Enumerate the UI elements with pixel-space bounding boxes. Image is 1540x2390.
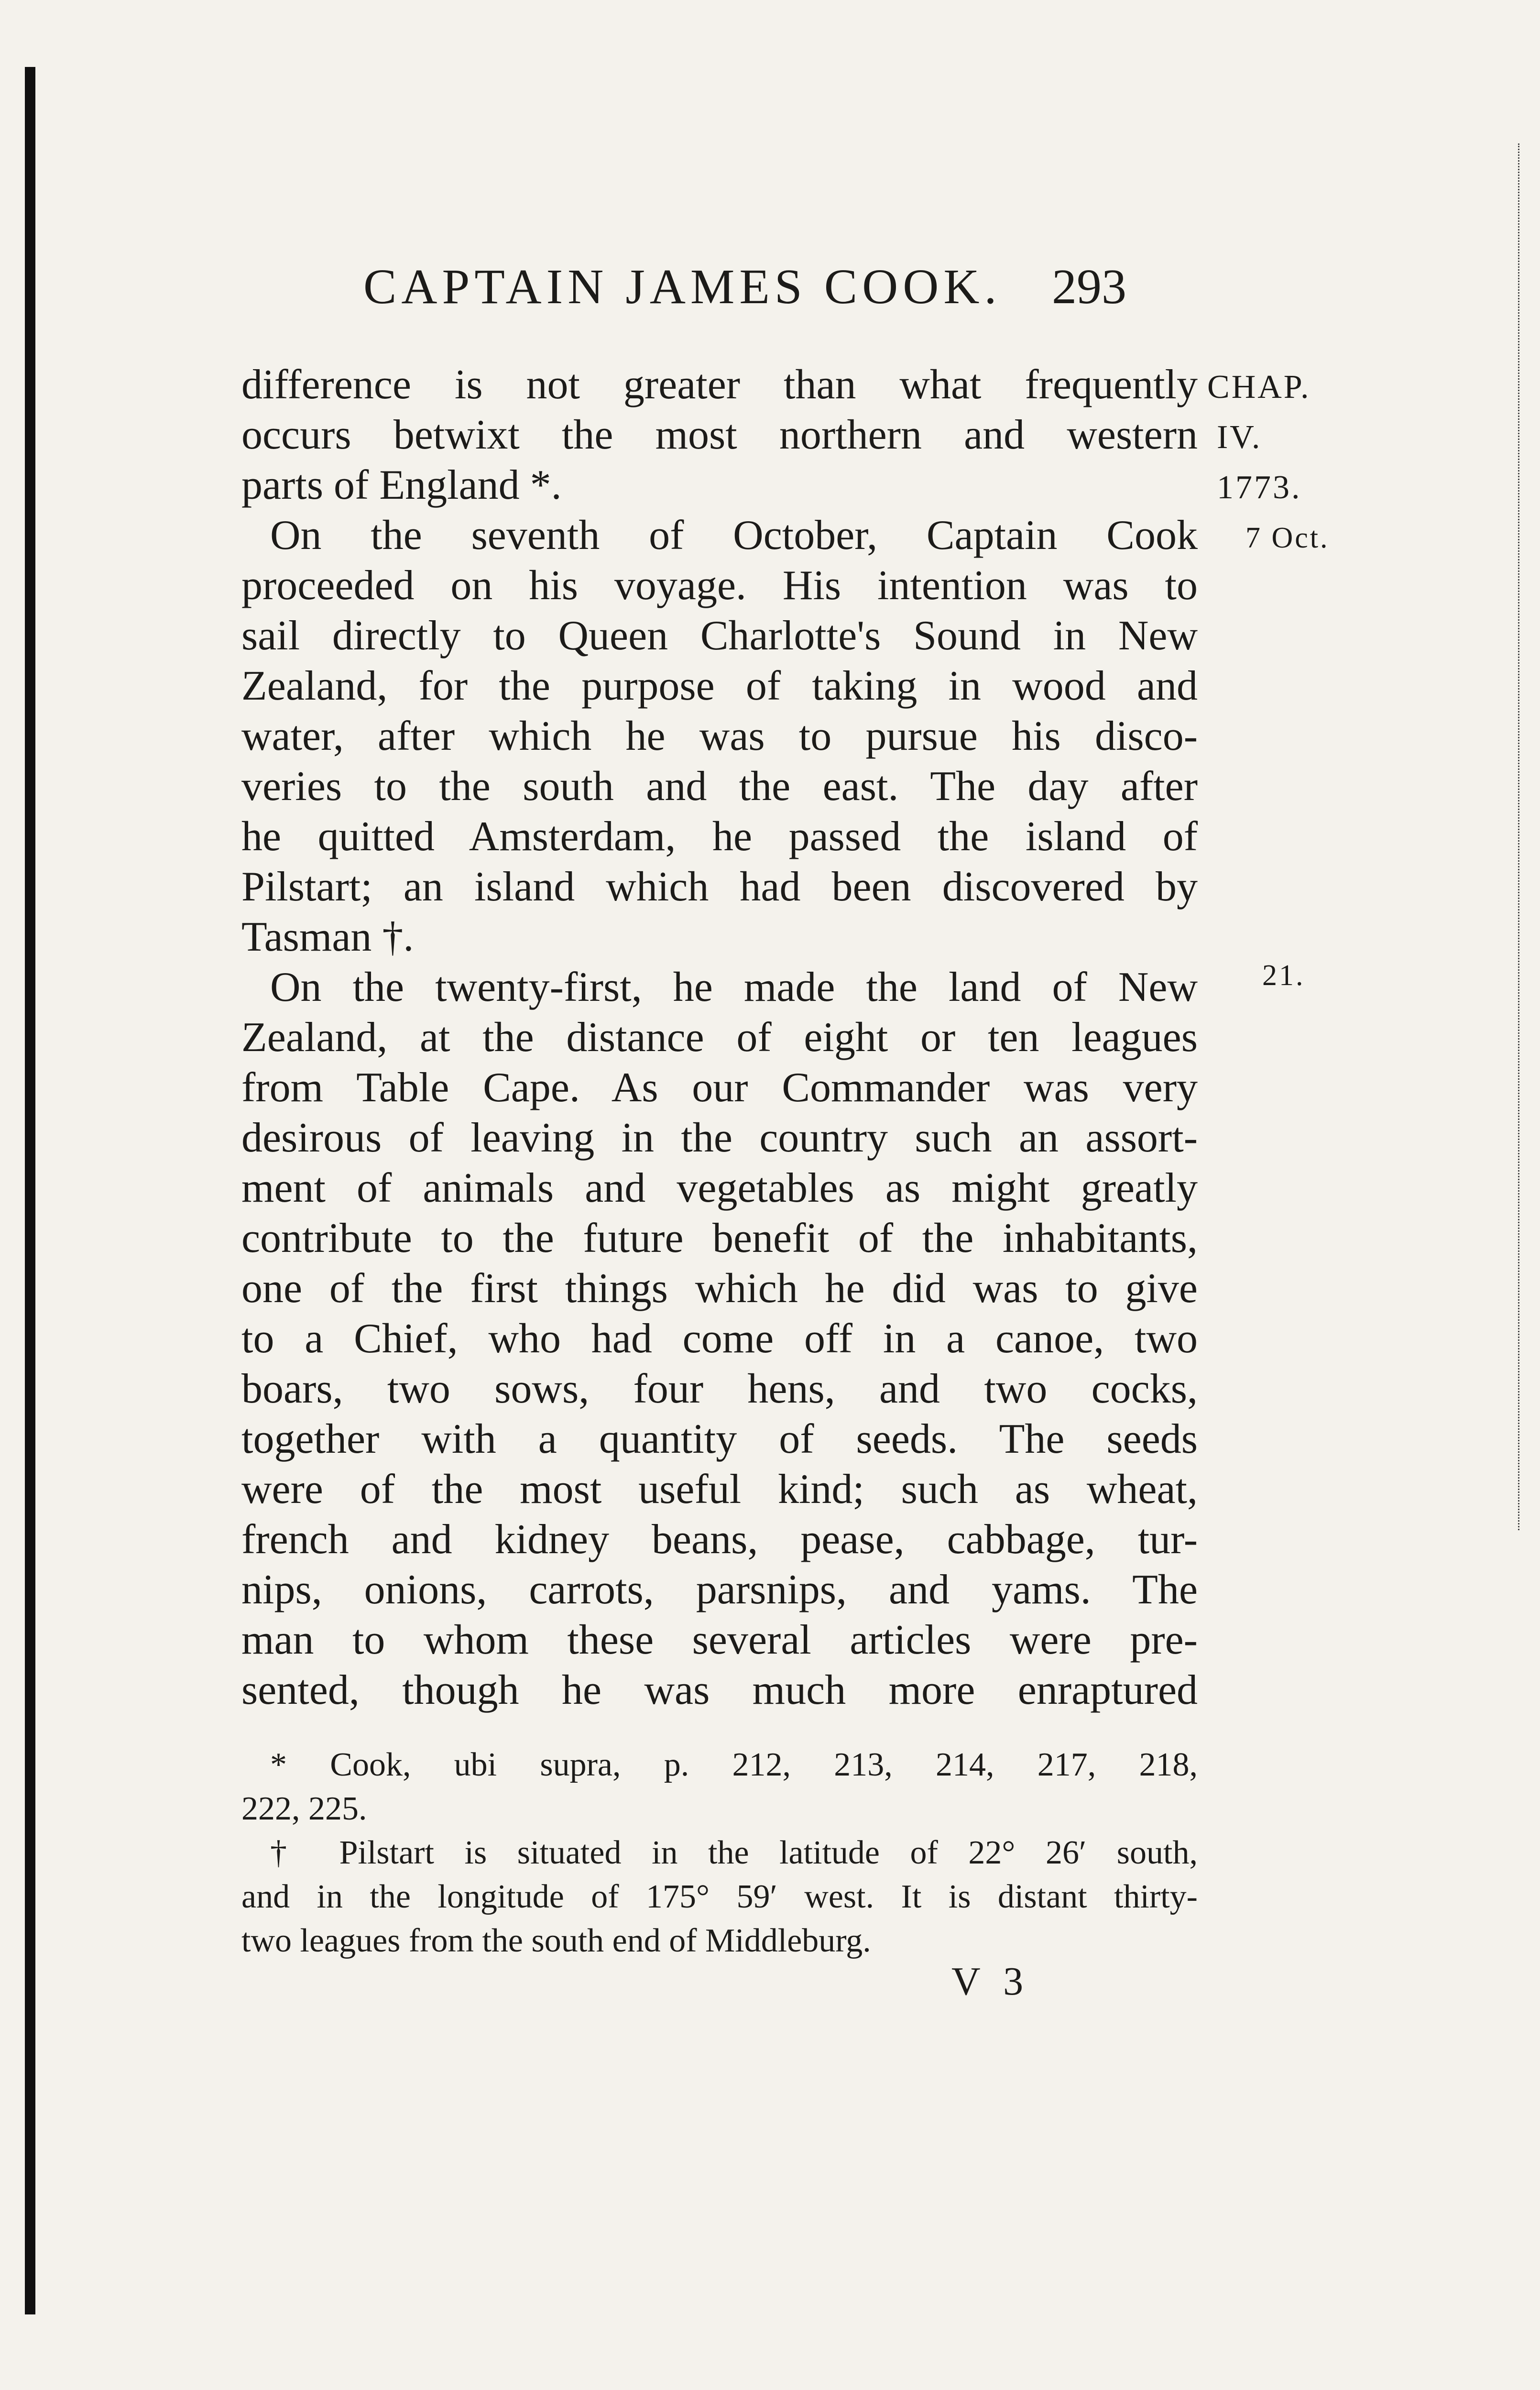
margin-note-date-21: 21. [1262,959,1305,992]
body-text [241,360,1198,1715]
text-line: Zealand, at the distance of eight or ten leagues [241,1014,1198,1061]
text-line: man to whom these several articles were pre- [241,1617,1198,1663]
text-line: veries to the south and the east. The day after [241,763,1198,810]
page-number: 293 [1052,259,1126,314]
footnote-2-line: † Pilstart is situated in the latitude of 22° 26′ south, [270,1834,1198,1871]
text-line: boars, two sows, four hens, and two cocks, [241,1366,1198,1412]
text-line: occurs betwixt the most northern and western [241,412,1198,458]
text-line: Tasman †. [241,914,414,960]
text-line: Pilstart; an island which had been discovered by [241,864,1198,910]
page-binding-edge [25,67,35,2314]
footnote-1-line: 222, 225. [241,1790,367,1827]
text-line: together with a quantity of seeds. The seeds [241,1416,1198,1462]
text-line: On the twenty-first, he made the land of New [270,964,1198,1010]
text-line: On the seventh of October, Captain Cook [270,512,1198,559]
text-line: to a Chief, who had come off in a canoe, two [241,1316,1198,1362]
text-line: french and kidney beans, pease, cabbage, tur- [241,1516,1198,1563]
signature-mark: V 3 [951,1959,1030,2004]
running-title: CAPTAIN JAMES COOK. [363,259,1002,314]
footnote-2-line: two leagues from the south end of Middleburg. [241,1922,871,1959]
text-line: nips, onions, carrots, parsnips, and yams. The [241,1567,1198,1613]
text-line: Zealand, for the purpose of taking in wood and [241,663,1198,709]
margin-note-chap-number: IV. [1217,419,1262,456]
text-line: contribute to the future benefit of the inhabitants, [241,1215,1198,1261]
text-line: from Table Cape. As our Commander was very [241,1064,1198,1111]
text-line: were of the most useful kind; such as wheat, [241,1466,1198,1513]
margin-note-chap: CHAP. [1207,369,1311,406]
text-line: water, after which he was to pursue his disco- [241,713,1198,759]
footnote-1-line: * Cook, ubi supra, p. 212, 213, 214, 217, 218, [270,1746,1198,1783]
text-line: parts of England *. [241,462,562,508]
text-line: ment of animals and vegetables as might greatly [241,1165,1198,1211]
text-line: he quitted Amsterdam, he passed the island of [241,813,1198,860]
text-line: difference is not greater than what frequently [241,362,1198,408]
text-line: proceeded on his voyage. His intention was to [241,562,1198,609]
text-line: one of the first things which he did was to give [241,1265,1198,1312]
footnote-2-line: and in the longitude of 175° 59′ west. It is distant thirty- [241,1878,1198,1915]
margin-note-date-oct: 7 Oct. [1245,522,1330,554]
page-right-edge [1518,143,1524,1530]
margin-note-year: 1773. [1217,469,1302,506]
text-line: sail directly to Queen Charlotte's Sound in New [241,613,1198,659]
footnotes [241,1743,1198,1963]
text-line: desirous of leaving in the country such an assort- [241,1115,1198,1161]
text-line: sented, though he was much more enraptured [241,1667,1198,1713]
